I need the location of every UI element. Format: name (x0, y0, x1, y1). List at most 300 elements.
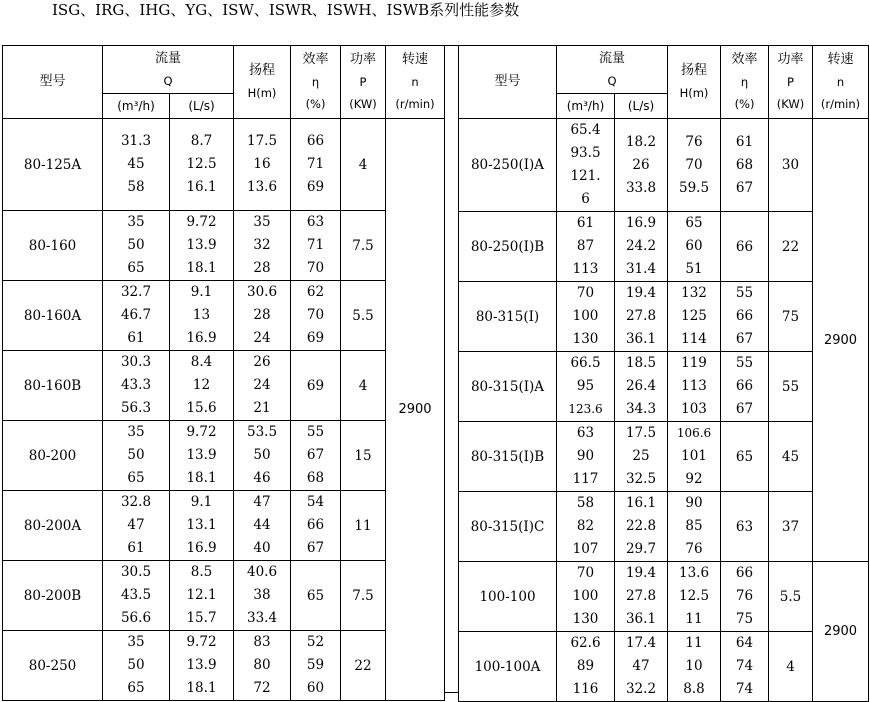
q-m3-cell-value: 65 (127, 260, 145, 276)
eff-cell-value: 74 (735, 681, 754, 697)
eff-cell (291, 211, 341, 281)
header-speed (386, 46, 445, 119)
head-cell (668, 119, 721, 212)
q-ls-cell (615, 632, 668, 702)
eff-cell-value: 71 (306, 156, 325, 172)
head-cell-value: 53.5 (246, 424, 278, 440)
q-ls-cell-value: 9.1 (190, 284, 213, 300)
eff-cell-value: 59 (306, 657, 325, 673)
head-cell-value: 125 (681, 308, 707, 324)
q-m3-cell-value: 100 (572, 588, 599, 604)
eff-cell: 63 (721, 492, 769, 562)
header-flow-unit-ls: (L/s) (170, 94, 234, 119)
head-cell (234, 491, 291, 561)
eff-cell: 65 (721, 422, 769, 492)
q-ls-cell-value: 13.9 (186, 657, 217, 673)
eff-cell: 66 (721, 212, 769, 282)
model-cell: 80-200 (3, 421, 103, 491)
eff-cell-value: 68 (306, 470, 325, 486)
power-cell: 4 (769, 632, 813, 702)
q-ls-cell-value: 13.9 (186, 237, 217, 253)
header-flow-unit-m3h: (m³/h) (103, 94, 170, 119)
header-speed-unit: (r/min) (820, 97, 861, 111)
q-m3-cell-value: 90 (576, 448, 595, 464)
table-row (3, 119, 445, 211)
speed-cell: 2900 (386, 119, 445, 701)
head-cell-value: 8.8 (683, 681, 705, 697)
head-cell-value: 76 (685, 541, 703, 557)
model-cell: 100-100 (459, 562, 557, 632)
q-ls-cell-value: 9.1 (190, 494, 213, 510)
eff-cell-value: 70 (306, 307, 325, 323)
q-m3-cell-value: 113 (572, 261, 599, 277)
header-model: 型号 (459, 46, 557, 119)
head-cell-value: 24 (253, 377, 271, 393)
eff-cell-value: 67 (735, 331, 754, 347)
header-power (769, 46, 813, 119)
q-ls-cell-value: 22.8 (625, 518, 657, 534)
eff-cell-value: 67 (306, 540, 325, 556)
head-cell (234, 119, 291, 211)
performance-table-right (458, 45, 869, 702)
head-cell-value: 106.6 (676, 426, 712, 440)
q-m3-cell-value: 123.6 (568, 402, 603, 416)
head-cell-value: 65 (685, 215, 703, 231)
power-cell: 45 (769, 422, 813, 492)
q-m3-cell-value: 43.5 (120, 587, 152, 603)
q-m3-cell-value: 45 (127, 156, 145, 172)
eff-cell-value: 76 (735, 588, 754, 604)
eff-cell (721, 119, 769, 212)
eff-cell-value: 66 (735, 565, 754, 581)
header-power-symbol: P (359, 75, 367, 89)
q-m3-cell-value: 35 (127, 214, 145, 230)
q-m3-cell (103, 491, 170, 561)
power-cell: 37 (769, 492, 813, 562)
head-cell (668, 492, 721, 562)
head-cell-value: 119 (681, 355, 707, 371)
q-m3-cell-value: 61 (576, 215, 595, 231)
q-ls-cell-value: 19.4 (625, 285, 657, 301)
head-cell-value: 70 (685, 156, 703, 173)
head-cell (668, 422, 721, 492)
head-cell-value: 47 (253, 494, 271, 510)
model-cell: 80-160B (3, 351, 103, 421)
head-cell-value: 35 (253, 214, 271, 230)
q-m3-cell-value: 100 (572, 308, 599, 324)
eff-cell-value: 69 (306, 330, 325, 346)
header-flow (557, 46, 668, 94)
q-ls-cell-value: 26.4 (625, 378, 657, 394)
q-ls-cell-value: 9.72 (186, 424, 217, 440)
head-cell (668, 282, 721, 352)
table-row (459, 119, 869, 212)
header-power-unit: (KW) (349, 97, 377, 111)
head-cell (234, 211, 291, 281)
q-ls-cell-value: 24.2 (625, 238, 657, 254)
q-m3-cell-value: 63 (576, 425, 595, 441)
q-ls-cell-value: 29.7 (625, 541, 657, 557)
eff-cell-value: 66 (735, 308, 754, 324)
eff-cell-value: 74 (735, 658, 754, 674)
q-m3-cell (103, 631, 170, 701)
q-m3-cell-value: 93.5 (570, 145, 601, 161)
head-cell-value: 30.6 (246, 284, 278, 300)
header-flow (103, 46, 234, 94)
q-ls-cell-value: 27.8 (625, 588, 657, 604)
q-ls-cell-value: 36.1 (625, 331, 657, 347)
head-cell-value: 33.4 (246, 610, 278, 626)
header-speed-symbol: n (411, 75, 419, 89)
header-model: 型号 (3, 46, 103, 119)
q-ls-cell-value: 15.7 (186, 610, 217, 626)
model-cell: 80-250 (3, 631, 103, 701)
eff-cell (291, 491, 341, 561)
header-flow-label: 流量 (599, 50, 626, 66)
q-ls-cell-value: 19.4 (625, 565, 657, 581)
eff-cell-value: 63 (306, 214, 325, 230)
head-cell-value: 12.5 (678, 588, 710, 604)
eff-cell-value: 67 (306, 447, 325, 463)
model-cell: 80-200B (3, 561, 103, 631)
power-cell: 30 (769, 119, 813, 212)
column-gap (444, 45, 458, 693)
performance-table-left (2, 45, 445, 701)
power-cell: 5.5 (341, 281, 386, 351)
q-m3-cell (103, 561, 170, 631)
table-row (459, 562, 869, 632)
head-cell (234, 631, 291, 701)
model-cell: 80-250(I)A (459, 119, 557, 212)
eff-cell-value: 68 (735, 156, 754, 173)
head-cell-value: 80 (253, 657, 271, 673)
eff-cell (721, 562, 769, 632)
model-cell: 100-100A (459, 632, 557, 702)
eff-cell: 69 (291, 351, 341, 421)
q-m3-cell-value: 43.3 (120, 377, 152, 393)
eff-cell-value: 55 (735, 355, 754, 371)
eff-cell (291, 119, 341, 211)
eff-cell-value: 66 (306, 133, 325, 149)
q-m3-cell (103, 211, 170, 281)
page-title: ISG、IRG、IHG、YG、ISW、ISWR、ISWH、ISWB系列性能参数 (52, 1, 520, 19)
q-ls-cell (615, 212, 668, 282)
q-m3-cell-value: 56.3 (120, 400, 152, 416)
table-row (3, 211, 445, 281)
model-cell: 80-250(I)B (459, 212, 557, 282)
q-ls-cell-value: 31.4 (625, 261, 657, 277)
q-m3-cell (557, 632, 615, 702)
q-m3-cell-value: 46.7 (120, 307, 152, 323)
head-cell-value: 21 (253, 400, 271, 416)
model-cell: 80-315(I) (459, 282, 557, 352)
q-ls-cell-value: 16.1 (625, 495, 657, 511)
head-cell-value: 103 (681, 401, 707, 417)
head-cell-value: 51 (685, 261, 703, 277)
q-m3-cell-value: 32.8 (120, 494, 152, 510)
table-row (459, 282, 869, 352)
head-cell-value: 76 (685, 133, 703, 150)
q-m3-cell-value: 65.4 (570, 122, 601, 138)
q-ls-cell-value: 16.9 (186, 540, 217, 556)
eff-cell-value: 71 (306, 237, 325, 253)
q-m3-cell-value: 61 (127, 330, 145, 346)
q-m3-cell (557, 562, 615, 632)
table-row (3, 351, 445, 421)
model-cell: 80-125A (3, 119, 103, 211)
header-flow-label: 流量 (155, 50, 182, 66)
power-cell: 75 (769, 282, 813, 352)
head-cell-value: 40 (253, 540, 271, 556)
power-cell: 11 (341, 491, 386, 561)
power-cell: 22 (341, 631, 386, 701)
model-cell: 80-315(I)A (459, 352, 557, 422)
q-m3-cell-value: 65 (127, 680, 145, 696)
eff-cell-value: 54 (306, 494, 325, 510)
head-cell-value: 24 (253, 330, 271, 346)
q-m3-cell-value: 70 (576, 285, 595, 301)
q-m3-cell (557, 212, 615, 282)
q-ls-cell-value: 27.8 (625, 308, 657, 324)
q-m3-cell-value: 50 (127, 657, 145, 673)
header-eff-label: 效率 (302, 52, 329, 67)
speed-cell: 2900 (813, 119, 869, 562)
header-eff-unit: (%) (734, 97, 755, 111)
head-cell-value: 83 (253, 634, 271, 650)
header-head-unit: H(m) (679, 86, 709, 100)
head-cell-value: 85 (685, 518, 703, 534)
header-power-unit: (KW) (776, 97, 805, 111)
eff-cell-value: 55 (735, 285, 754, 301)
q-m3-cell-value: 66.5 (570, 355, 601, 371)
eff-cell-value: 61 (735, 133, 754, 150)
q-ls-cell-value: 25 (632, 448, 650, 464)
q-ls-cell (615, 352, 668, 422)
q-ls-cell-value: 16.9 (186, 330, 217, 346)
head-cell-value: 11 (685, 635, 703, 651)
q-m3-cell-value: 47 (127, 517, 145, 533)
eff-cell-value: 55 (306, 424, 325, 440)
table-row (3, 421, 445, 491)
q-m3-cell (557, 422, 615, 492)
table-row (459, 492, 869, 562)
eff-cell-value: 66 (306, 517, 325, 533)
q-ls-cell (170, 119, 234, 211)
head-cell (234, 421, 291, 491)
header-power-label: 功率 (777, 52, 804, 67)
q-m3-cell-value: 130 (572, 331, 599, 347)
q-m3-cell-value: 35 (127, 634, 145, 650)
q-m3-cell-value: 70 (576, 565, 595, 581)
power-cell: 4 (341, 351, 386, 421)
power-cell: 4 (341, 119, 386, 211)
header-head-label: 扬程 (249, 63, 276, 78)
q-m3-cell-value: 107 (572, 541, 599, 557)
head-cell-value: 17.5 (246, 133, 278, 149)
q-ls-cell (170, 351, 234, 421)
speed-cell: 2900 (813, 562, 869, 702)
q-m3-cell-value: 50 (127, 447, 145, 463)
q-ls-cell-value: 18.2 (625, 133, 657, 150)
header-speed-unit: (r/min) (395, 97, 435, 111)
head-cell-value: 101 (681, 448, 707, 464)
q-ls-cell-value: 8.7 (190, 133, 213, 149)
header-head-label: 扬程 (681, 63, 708, 78)
header-eff-unit: (%) (305, 97, 326, 111)
header-eff-symbol: η (311, 75, 320, 89)
q-ls-cell-value: 13.9 (186, 447, 217, 463)
q-ls-cell (615, 562, 668, 632)
power-cell: 55 (769, 352, 813, 422)
q-ls-cell-value: 12.1 (186, 587, 217, 603)
header-power-symbol: P (787, 75, 794, 89)
head-cell-value: 13.6 (678, 565, 710, 581)
model-cell: 80-315(I)C (459, 492, 557, 562)
model-cell: 80-200A (3, 491, 103, 561)
q-m3-cell-value: 89 (576, 658, 595, 674)
q-m3-cell-value: 50 (127, 237, 145, 253)
head-cell (234, 561, 291, 631)
q-ls-cell-value: 15.6 (186, 400, 217, 416)
q-ls-cell-value: 17.4 (625, 635, 657, 651)
q-ls-cell (170, 421, 234, 491)
table-row (3, 281, 445, 351)
head-cell-value: 92 (685, 471, 703, 487)
head-cell-value: 40.6 (246, 564, 278, 580)
q-ls-cell-value: 47 (632, 658, 650, 674)
q-m3-cell-value: 32.7 (120, 284, 152, 300)
header-eff-symbol: η (740, 75, 749, 89)
q-m3-cell-value: 95 (576, 378, 595, 394)
model-cell: 80-160 (3, 211, 103, 281)
eff-cell-value: 62 (306, 284, 325, 300)
power-cell: 5.5 (769, 562, 813, 632)
q-m3-cell-value: 61 (127, 540, 145, 556)
q-ls-cell (615, 282, 668, 352)
table-row (3, 631, 445, 701)
header-power-label: 功率 (350, 52, 377, 67)
head-cell-value: 72 (253, 680, 271, 696)
q-ls-cell-value: 18.1 (186, 470, 217, 486)
q-m3-cell (103, 351, 170, 421)
q-ls-cell (170, 211, 234, 281)
power-cell: 7.5 (341, 211, 386, 281)
header-speed-label: 转速 (827, 52, 854, 67)
head-cell-value: 60 (685, 238, 703, 254)
q-m3-cell-value: 30.5 (120, 564, 152, 580)
q-ls-cell (170, 491, 234, 561)
head-cell-value: 50 (253, 447, 271, 463)
q-ls-cell-value: 34.3 (625, 401, 657, 417)
q-m3-cell-value: 58 (576, 495, 595, 511)
eff-cell (291, 281, 341, 351)
q-m3-cell-value: 116 (572, 681, 599, 697)
header-eff (291, 46, 341, 119)
head-cell-value: 59.5 (678, 179, 710, 196)
head-cell-value: 114 (681, 331, 707, 347)
eff-cell-value: 67 (735, 179, 754, 196)
eff-cell (291, 421, 341, 491)
head-cell-value: 113 (681, 378, 707, 394)
q-ls-cell-value: 8.4 (190, 354, 213, 370)
table-row (3, 491, 445, 561)
q-ls-cell-value: 32.5 (625, 471, 657, 487)
head-cell-value: 132 (681, 285, 707, 301)
q-ls-cell-value: 17.5 (625, 425, 657, 441)
header-flow-unit-ls: (L/s) (615, 94, 668, 119)
q-m3-cell-value: 121. (570, 168, 601, 184)
head-cell-value: 28 (253, 307, 271, 323)
q-m3-cell (103, 119, 170, 211)
q-ls-cell-value: 12.5 (186, 156, 217, 172)
q-ls-cell-value: 13 (192, 307, 211, 323)
header-eff-label: 效率 (731, 52, 758, 67)
header-speed-label: 转速 (402, 52, 429, 67)
eff-cell-value: 75 (735, 611, 754, 627)
header-eff (721, 46, 769, 119)
q-ls-cell-value: 18.1 (186, 260, 217, 276)
table-row (3, 561, 445, 631)
q-m3-cell-value: 87 (576, 238, 595, 254)
header-power (341, 46, 386, 119)
header-head (668, 46, 721, 119)
eff-cell-value: 67 (735, 401, 754, 417)
q-ls-cell-value: 36.1 (625, 611, 657, 627)
header-flow-symbol: Q (607, 73, 617, 88)
q-ls-cell-value: 12 (192, 377, 211, 393)
head-cell-value: 38 (253, 587, 271, 603)
head-cell-value: 90 (685, 495, 703, 511)
power-cell: 22 (769, 212, 813, 282)
eff-cell-value: 52 (306, 634, 325, 650)
q-m3-cell-value: 117 (572, 471, 599, 487)
eff-cell-value: 60 (306, 680, 325, 696)
head-cell-value: 46 (253, 470, 271, 486)
q-ls-cell-value: 16.1 (186, 179, 217, 195)
model-cell: 80-315(I)B (459, 422, 557, 492)
head-cell-value: 32 (253, 237, 271, 253)
table-row (459, 632, 869, 702)
q-m3-cell-value: 65 (127, 470, 145, 486)
head-cell-value: 11 (685, 611, 703, 627)
head-cell-value: 13.6 (246, 179, 278, 195)
q-ls-cell-value: 13.1 (186, 517, 217, 533)
q-m3-cell-value: 6 (581, 191, 590, 207)
q-m3-cell-value: 56.6 (120, 610, 152, 626)
q-ls-cell-value: 9.72 (186, 634, 217, 650)
power-cell: 15 (341, 421, 386, 491)
q-ls-cell-value: 18.5 (625, 355, 657, 371)
head-cell (668, 562, 721, 632)
power-cell: 7.5 (341, 561, 386, 631)
head-cell (668, 632, 721, 702)
q-m3-cell-value: 31.3 (120, 133, 152, 149)
head-cell (668, 352, 721, 422)
q-ls-cell (170, 561, 234, 631)
header-speed (813, 46, 869, 119)
q-ls-cell (615, 492, 668, 562)
q-m3-cell (103, 421, 170, 491)
head-cell-value: 44 (253, 517, 271, 533)
q-m3-cell-value: 62.6 (570, 635, 601, 651)
q-ls-cell (615, 422, 668, 492)
table-row (459, 212, 869, 282)
q-ls-cell-value: 32.2 (625, 681, 657, 697)
eff-cell: 65 (291, 561, 341, 631)
q-m3-cell (557, 352, 615, 422)
q-ls-cell (170, 281, 234, 351)
header-head (234, 46, 291, 119)
